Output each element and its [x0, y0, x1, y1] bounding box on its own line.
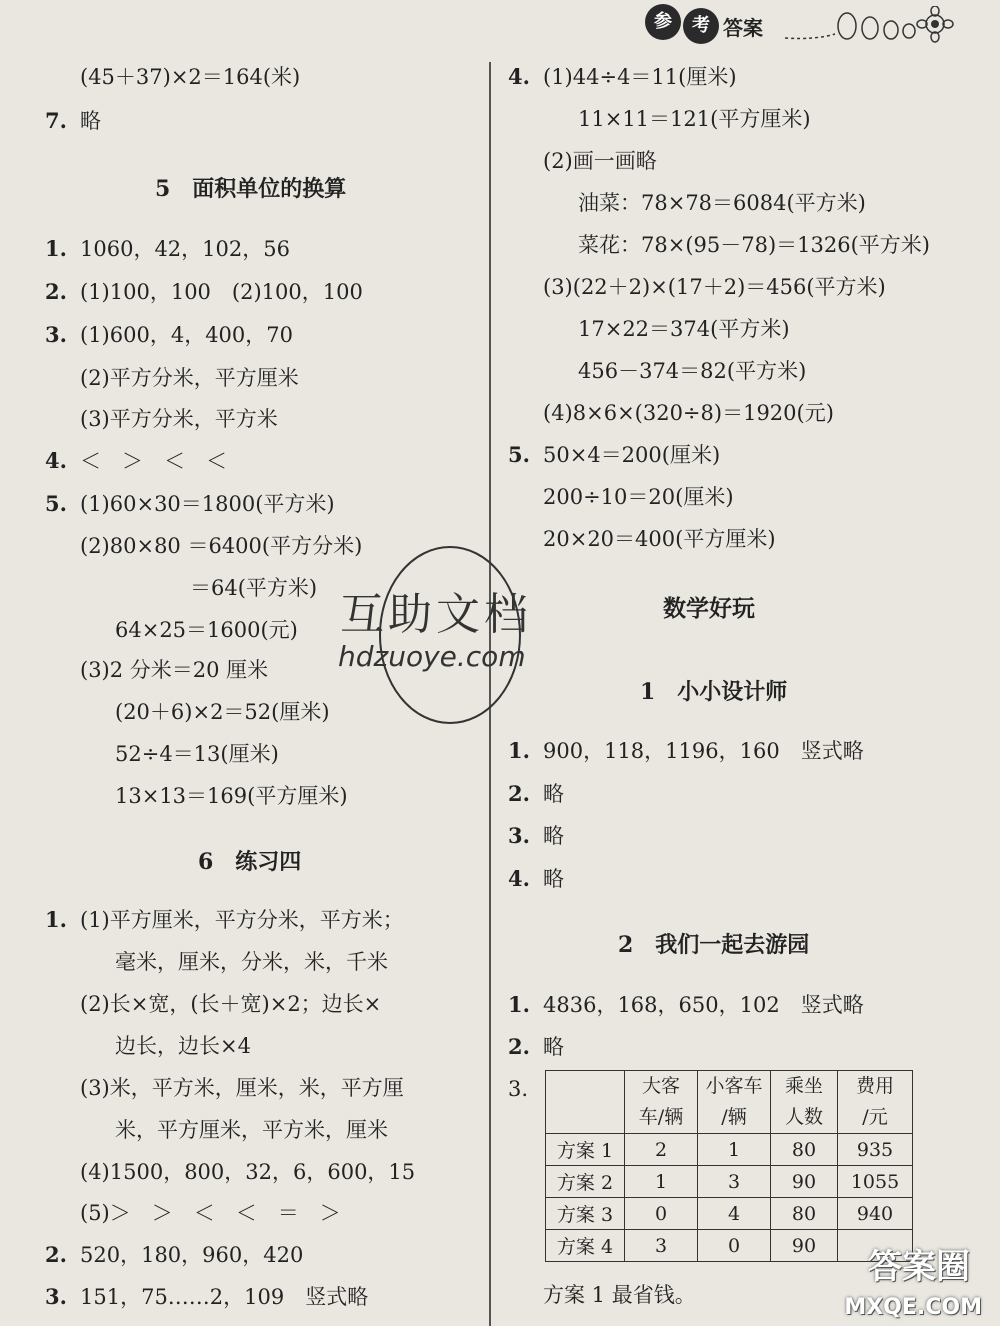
s6-answer-2-number: 2. [45, 1242, 67, 1267]
plan-table-header-cell [771, 1071, 838, 1134]
header-line: 小客车 [705, 1075, 763, 1097]
table-cell: 0 [625, 1198, 698, 1230]
section-5-heading: 5 面积单位的换算 [155, 176, 347, 202]
r-answer-4-number: 4. [508, 64, 530, 89]
s5-answer-3-line-b: (2)平方分米，平方厘米 [80, 366, 299, 390]
s6-answer-1-line-b: 毫米，厘米，分米，米，千米 [115, 950, 388, 974]
d2-answer-2 [508, 1032, 564, 1062]
s6-answer-1-number: 1. [45, 907, 67, 932]
section-2-heading: 2 我们一起去游园 [618, 932, 810, 958]
header-line: /辆 [721, 1106, 747, 1128]
r-answer-5 [508, 440, 720, 470]
table-cell: 1 [698, 1134, 771, 1166]
s5-answer-5-text-a: (1)60×30＝1800(平方米) [80, 492, 335, 516]
s5-answer-3-line-c: (3)平方分米，平方米 [80, 407, 278, 431]
s5-answer-5-line-f: (20＋6)×2＝52(厘米) [115, 700, 330, 724]
s5-answer-4-number: 4. [45, 448, 67, 473]
table-cell: 1 [625, 1166, 698, 1198]
r-answer-4-line-c: (2)画一画略 [543, 149, 657, 173]
r-answer-5-line-b: 200÷10＝20(厘米) [543, 485, 734, 509]
s5-answer-4 [45, 446, 227, 476]
answer-7-text: 略 [80, 109, 101, 133]
table-cell: 3 [625, 1230, 698, 1262]
table-cell: 4 [698, 1198, 771, 1230]
header-line: 大客 [641, 1075, 680, 1097]
d1-answer-4 [508, 864, 564, 894]
table-cell: 方案 1 [546, 1134, 625, 1166]
s5-answer-1 [45, 234, 290, 264]
s5-answer-2-number: 2. [45, 279, 67, 304]
d2-answer-3-number: 3. [508, 1077, 529, 1101]
table-cell: 90 [771, 1166, 838, 1198]
table-row [546, 1230, 913, 1262]
s5-answer-5-line-d: 64×25＝1600(元) [115, 618, 298, 642]
r-answer-4-line-g: 17×22＝374(平方米) [578, 317, 790, 341]
header-line: 费用 [855, 1075, 894, 1097]
table-cell: 2 [625, 1134, 698, 1166]
plan-table-header-cell [838, 1071, 913, 1134]
d1-answer-3 [508, 821, 564, 851]
table-cell: 3 [698, 1166, 771, 1198]
d1-answer-2-text: 略 [543, 782, 564, 806]
s5-answer-5-line-b: (2)80×80 ＝6400(平方分米) [80, 534, 363, 558]
s5-answer-5-line-c: ＝64(平方米) [190, 576, 318, 600]
d1-answer-4-number: 4. [508, 866, 530, 891]
s6-answer-1-line-h: (5)＞ ＞ ＜ ＜ ＝ ＞ [80, 1201, 341, 1225]
d1-answer-3-text: 略 [543, 824, 564, 848]
decorative-flower-icon [785, 6, 995, 46]
answer-7-number: 7. [45, 108, 67, 133]
table-cell: 90 [771, 1230, 838, 1262]
d1-answer-1-text: 900，118，1196，160 竖式略 [543, 739, 864, 763]
d1-answer-1 [508, 736, 864, 766]
s6-answer-1-line-e: (3)米，平方米，厘米，米，平方厘 [80, 1076, 404, 1100]
d1-answer-1-number: 1. [508, 738, 530, 763]
r-answer-4-line-e: 菜花：78×(95－78)＝1326(平方米) [578, 233, 930, 257]
table-row [546, 1166, 913, 1198]
d2-answer-2-number: 2. [508, 1034, 530, 1059]
watermark-url: hdzuoye.com [338, 640, 526, 673]
answer-7 [45, 106, 101, 136]
s6-answer-1-line-d: 边长，边长×4 [115, 1034, 251, 1058]
table-row [546, 1198, 913, 1230]
s5-answer-3 [45, 320, 293, 350]
table-cell: 940 [838, 1198, 913, 1230]
corner-logo-url: MXQE.COM [844, 1295, 982, 1320]
s5-answer-5-line-h: 13×13＝169(平方厘米) [115, 784, 348, 808]
header-char-1: 参 [645, 4, 681, 40]
table-cell: 方案 4 [546, 1230, 625, 1262]
s6-answer-2-text: 520，180，960，420 [80, 1243, 304, 1267]
s5-answer-1-number: 1. [45, 236, 67, 261]
d1-answer-3-number: 3. [508, 823, 530, 848]
header-line: 乘坐 [784, 1075, 823, 1097]
s5-answer-2-text: (1)100，100 (2)100，100 [80, 280, 363, 304]
s6-answer-1 [45, 905, 404, 935]
s6-answer-1-line-g: (4)1500，800，32，6，600，15 [80, 1160, 416, 1184]
table-cell: 935 [838, 1134, 913, 1166]
d2-answer-1-text: 4836，168，650，102 竖式略 [543, 993, 864, 1017]
s5-answer-2 [45, 277, 363, 307]
r-answer-4-line-b: 11×11＝121(平方厘米) [578, 107, 811, 131]
s6-answer-3-text: 151，75……2，109 竖式略 [80, 1285, 369, 1309]
r-answer-5-number: 5. [508, 442, 530, 467]
r-answer-4-text-a: (1)44÷4＝11(厘米) [543, 65, 737, 89]
table-row [546, 1134, 913, 1166]
s5-answer-1-text: 1060，42，102，56 [80, 237, 290, 261]
r-answer-5-text-a: 50×4＝200(厘米) [543, 443, 721, 467]
section-1-heading: 1 小小设计师 [640, 679, 788, 705]
s5-answer-5-line-e: (3)2 分米＝20 厘米 [80, 658, 269, 682]
s5-answer-4-text: ＜ ＞ ＜ ＜ [80, 449, 227, 473]
s6-answer-1-line-f: 米，平方厘米，平方米，厘米 [115, 1118, 388, 1142]
header-line: 人数 [784, 1106, 823, 1128]
header-line: 车/辆 [638, 1106, 684, 1128]
s6-answer-1-line-c: (2)长×宽，(长＋宽)×2；边长× [80, 992, 382, 1016]
table-cell: 1055 [838, 1166, 913, 1198]
corner-logo-text: 答案圈 [868, 1247, 970, 1287]
table-cell: 80 [771, 1134, 838, 1166]
plan-table-header-cell [625, 1071, 698, 1134]
table-cell: 80 [771, 1198, 838, 1230]
s6-answer-2 [45, 1240, 303, 1270]
s6-answer-3-number: 3. [45, 1284, 67, 1309]
plan-table [545, 1070, 913, 1262]
s6-answer-1-text-a: (1)平方厘米，平方分米，平方米； [80, 908, 404, 932]
s5-answer-5-line-g: 52÷4＝13(厘米) [115, 742, 279, 766]
s6-answer-3 [45, 1282, 368, 1312]
conclusion-text: 方案 1 最省钱。 [543, 1283, 696, 1307]
section-6-heading: 6 练习四 [198, 849, 302, 875]
s5-answer-3-text-a: (1)600，4，400，70 [80, 323, 293, 347]
table-cell: 方案 2 [546, 1166, 625, 1198]
d2-answer-2-text: 略 [543, 1035, 564, 1059]
d2-answer-1 [508, 990, 864, 1020]
watermark-text: 互助文档 [340, 589, 532, 640]
chapter-heading: 数学好玩 [663, 595, 755, 622]
r-answer-4-line-i: (4)8×6×(320÷8)＝1920(元) [543, 401, 834, 425]
table-cell: 方案 3 [546, 1198, 625, 1230]
table-cell: 0 [698, 1230, 771, 1262]
d1-answer-2 [508, 779, 564, 809]
d2-answer-1-number: 1. [508, 992, 530, 1017]
s5-answer-5 [45, 489, 335, 519]
plan-table-header-cell [698, 1071, 771, 1134]
r-answer-4-line-f: (3)(22＋2)×(17＋2)＝456(平方米) [543, 275, 886, 299]
header-line: /元 [862, 1106, 888, 1128]
header-char-2: 考 [683, 8, 719, 44]
plan-table-header-cell [546, 1071, 625, 1134]
r-answer-4-line-d: 油菜：78×78＝6084(平方米) [578, 191, 866, 215]
line-carryover: (45＋37)×2＝164(米) [80, 65, 301, 89]
d1-answer-4-text: 略 [543, 867, 564, 891]
r-answer-5-line-c: 20×20＝400(平方厘米) [543, 527, 776, 551]
header-title: 答案 [723, 16, 763, 40]
r-answer-4 [508, 62, 737, 92]
plan-table-header-row [546, 1071, 913, 1134]
d1-answer-2-number: 2. [508, 781, 530, 806]
s5-answer-3-number: 3. [45, 322, 67, 347]
r-answer-4-line-h: 456－374＝82(平方米) [578, 359, 807, 383]
s5-answer-5-number: 5. [45, 491, 67, 516]
